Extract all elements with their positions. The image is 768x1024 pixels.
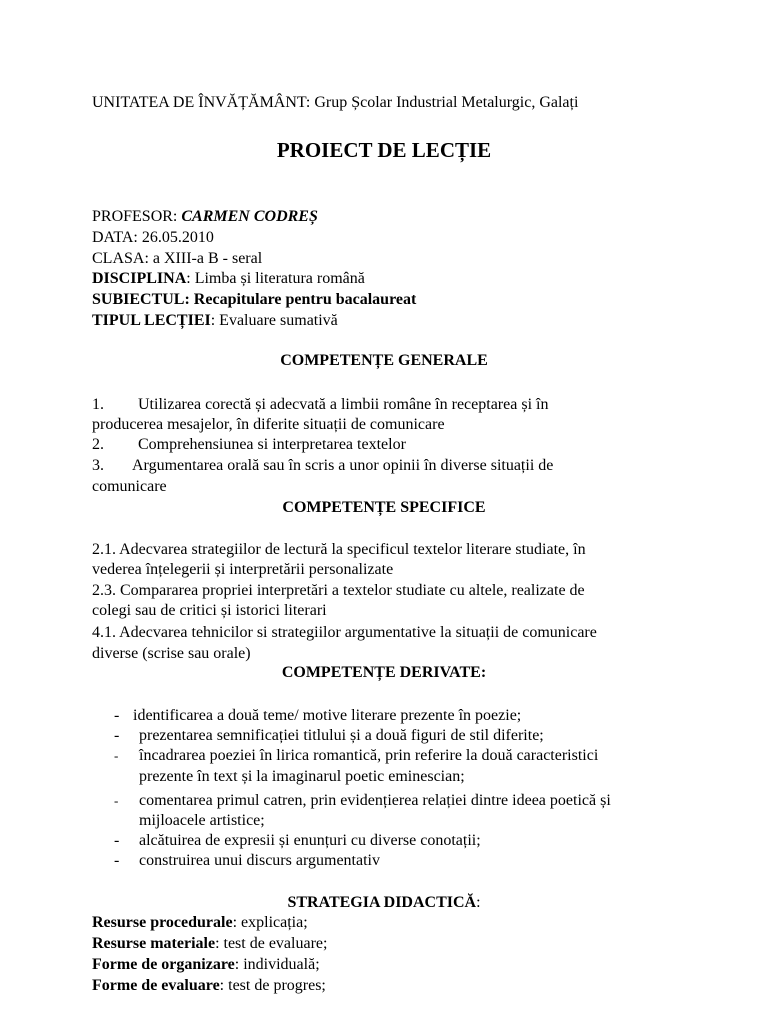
bullet-dash: - [114,748,119,763]
discipline-label: DISCIPLINA [92,270,187,287]
strategy-item-value: : test de evaluare; [215,935,328,952]
specific-competence-item: 2.3. Compararea propriei interpretări a textelor studiate cu altele, realizate de [92,582,585,599]
derived-competence-item: construirea unui discurs argumentativ [139,852,380,869]
strategy-item-value: : explicația; [232,914,308,931]
specific-competences-heading: COMPETENȚE SPECIFICE [282,499,486,516]
item-text: Comprehensiunea si interpretarea textelor [138,436,406,453]
strategy-item-label: Resurse materiale [92,935,216,952]
general-competence-item-continuation: comunicare [92,478,167,495]
derived-competence-item-continuation: prezente în text și la imaginarul poetic eminescian; [139,768,465,785]
specific-competence-item-continuation: vederea înțelegerii și interpretării personalizate [92,561,394,578]
class-line: CLASA: a XIII-a B - seral [92,250,263,267]
strategy-item-value: : individuală; [234,956,320,973]
derived-competences-heading: COMPETENȚE DERIVATE: [281,664,487,681]
bullet-dash: - [114,793,119,808]
strategy-heading-text: STRATEGIA DIDACTICĂ [287,894,477,911]
lesson-type-label: TIPUL LECȚIEI [92,312,211,329]
general-competence-item-continuation: producerea mesajelor, în diferite situații de comunicare [92,416,445,433]
bullet-dash: - [114,852,120,869]
derived-competence-item: alcătuirea de expresii și enunțuri cu diverse conotații; [139,832,481,849]
derived-competence-item: identificarea a două teme/ motive literare prezente în poezie; [133,707,522,724]
strategy-heading-suffix: : [476,894,481,911]
lesson-type-value: : Evaluare sumativă [210,312,338,329]
specific-competence-item: 2.1. Adecvarea strategiilor de lectură la specificul textelor literare studiate, în [92,541,586,558]
strategy-item-label: Resurse procedurale [92,914,233,931]
derived-competence-item-continuation: mijloacele artistice; [139,812,265,829]
item-number: 1. [92,396,104,413]
school-unit-line [92,92,578,113]
school-unit-label: UNITATEA DE ÎNVĂȚĂMÂNT: [92,94,311,111]
bullet-dash: - [114,832,120,849]
specific-competence-item-continuation: colegi sau de critici și istorici literari [92,602,327,619]
school-unit-value: Grup Școlar Industrial Metalurgic, Galați [310,94,579,111]
derived-competence-item: încadrarea poeziei în lirica romantică, prin referire la două caracteristici [139,747,599,764]
general-competence-item [92,455,553,476]
strategy-item-label: Forme de evaluare [92,977,220,994]
general-competence-item [92,434,406,455]
date-line: DATA: 26.05.2010 [92,229,214,246]
strategy-item [92,912,308,933]
general-competences-heading: COMPETENȚE GENERALE [280,352,488,369]
strategy-item-label: Forme de organizare [92,956,235,973]
lesson-type-line [92,310,338,331]
strategy-item-value: : test de progres; [219,977,326,994]
strategy-item [92,933,327,954]
profesor-value: CARMEN CODREȘ [181,208,318,225]
profesor-line [92,206,318,227]
strategy-item [92,975,326,996]
item-number: 2. [92,436,104,453]
discipline-value: : Limba și literatura română [186,270,365,287]
derived-competence-item: comentarea primul catren, prin evidențierea relației dintre ideea poetică și [139,792,611,809]
strategy-item [92,954,320,975]
general-competence-item [92,394,548,415]
specific-competence-item-continuation: diverse (scrise sau orale) [92,645,251,662]
bullet-dash: - [114,707,120,724]
specific-competence-item: 4.1. Adecvarea tehnicilor si strategiilor argumentative la situații de comunicare [92,624,597,641]
item-number: 3. [92,457,104,474]
profesor-label: PROFESOR: [92,208,182,225]
item-text: Utilizarea corectă și adecvată a limbii române în receptarea și în [138,396,549,413]
item-text: Argumentarea orală sau în scris a unor opinii în diverse situații de [132,457,554,474]
strategy-heading [0,892,768,913]
page-title: PROIECT DE LECȚIE [276,138,492,162]
discipline-line [92,268,365,289]
bullet-dash: - [114,727,120,744]
derived-competence-item: prezentarea semnificației titlului și a două figuri de stil diferite; [139,727,544,744]
subject-line: SUBIECTUL: Recapitulare pentru bacalaureat [92,291,417,308]
